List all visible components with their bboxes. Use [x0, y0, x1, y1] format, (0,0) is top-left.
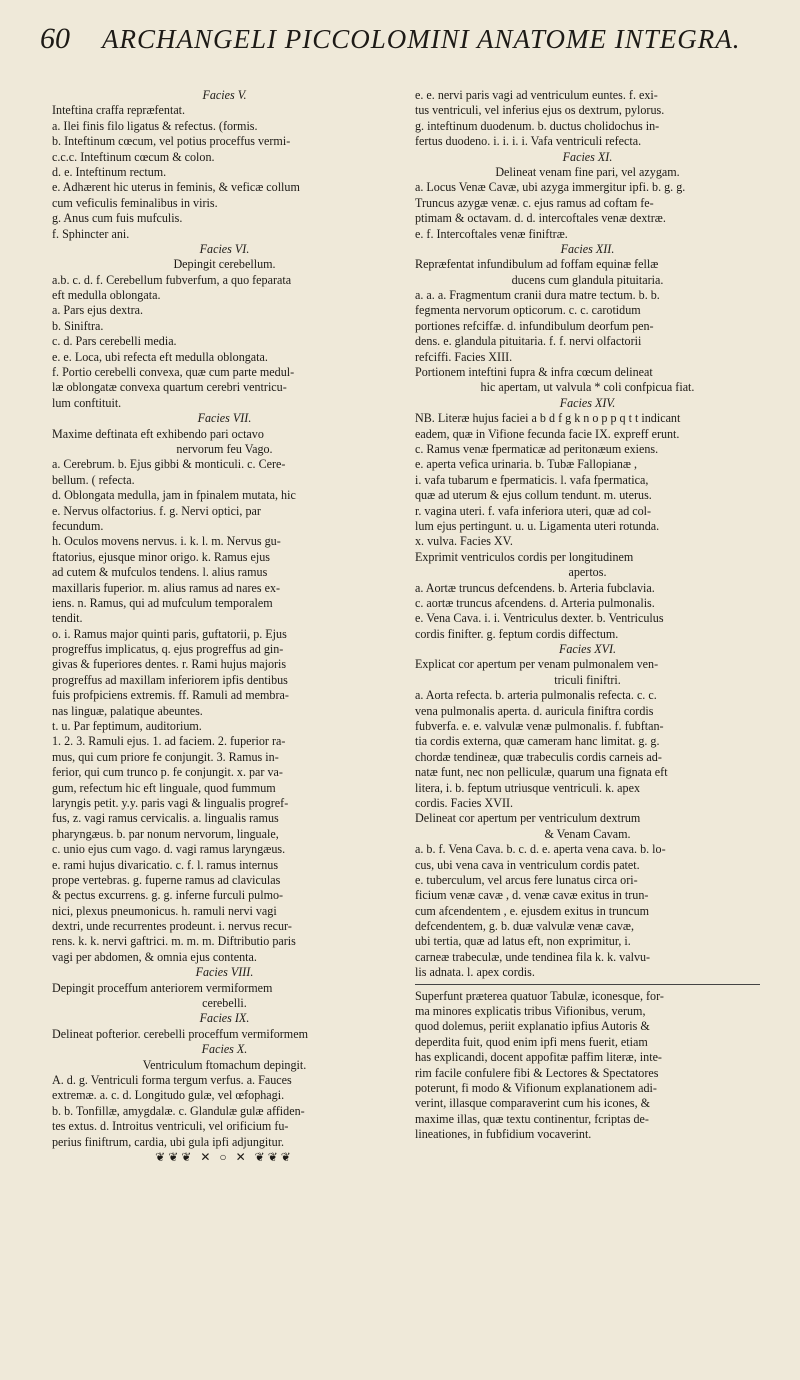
facies-heading: Facies XVI. [558, 642, 617, 657]
page-number: 60 [40, 22, 70, 55]
text-line: chordæ tendineæ, quæ trabeculis cordis carneis ad- [415, 749, 662, 764]
text-line: has explicandi, docent appofitæ paffim literæ, inte- [415, 1050, 662, 1065]
text-line: b. b. Tonfillæ, amygdalæ. c. Glandulæ gulæ affiden- [52, 1103, 305, 1118]
text-line: Repræfentat infundibulum ad foffam equinæ fellæ [415, 257, 659, 272]
text-line: refciffi. Facies XIII. [415, 349, 513, 364]
text-line: c. aortæ truncus afcendens. d. Arteria pulmonalis. [415, 595, 655, 610]
text-line: poterunt, fi modo & Vifionum explanationem adi- [415, 1081, 657, 1095]
text-line: fertus duodeno. i. i. i. i. Vafa ventriculi refecta. [415, 134, 642, 149]
text-line: ftatorius, ejusque minor origo. k. Ramus ejus [52, 549, 270, 564]
text-line: ad cutem & mufculos tendens. l. alius ramus [52, 565, 268, 580]
text-line: ubi tertia, quæ ad latus eft, non exprimitur, i. [415, 934, 631, 949]
text-line: x. vulva. Facies XV. [415, 534, 513, 549]
facies-heading: Facies V. [202, 88, 247, 102]
text-line: fecundum. [52, 518, 104, 533]
text-line: hic apertam, ut valvula * coli confpicua fiat. [480, 380, 695, 395]
text-line: & pectus excurrens. g. g. inferne furculi pulmo- [52, 888, 284, 903]
facies-heading: Facies IX. [199, 1011, 250, 1026]
text-line: iens. n. Ramus, qui ad mufculum temporalem [52, 595, 273, 610]
text-line: f. Portio cerebelli convexa, quæ cum parte medul- [52, 365, 295, 380]
text-line: eadem, quæ in Vifione fecunda facie IX. expreff erunt. [415, 426, 680, 441]
text-line: a. b. f. Vena Cava. b. c. d. e. aperta vena cava. b. lo- [415, 842, 666, 857]
text-line: bellum. ( refecta. [52, 472, 135, 487]
text-line: e. Adhærent hic uterus in feminis, & veficæ collum [52, 180, 300, 195]
text-line: dens. e. glandula pituitaria. f. f. nervi olfactorii [415, 334, 642, 349]
text-line: maxillaris fuperior. m. alius ramus ad nares ex- [52, 580, 281, 595]
text-line: eft medulla oblongata. [52, 288, 161, 303]
text-line: a. Aorta refecta. b. arteria pulmonalis refecta. c. c. [415, 688, 657, 703]
text-line: nervorum feu Vago. [176, 441, 273, 456]
text-line: natæ funt, nec non pelliculæ, quarum una fignata eft [415, 765, 668, 780]
text-line: apertos. [568, 565, 607, 580]
left-column [52, 88, 397, 1165]
text-line: progreffus ad maxillam inferiorem ipfis dentibus [52, 672, 288, 687]
text-line: rim facile confulere fibi & Lectores & Spectatores [415, 1065, 659, 1080]
text-line: Delineat cor apertum per ventriculum dextrum [415, 811, 641, 826]
text-line: e. Nervus olfactorius. f. g. Nervi optici, par [52, 503, 261, 518]
text-line: Maxime deftinata eft exhibendo pari octavo [52, 426, 264, 441]
text-line: g. Anus cum fuis mufculis. [52, 211, 183, 226]
text-line: Portionem inteftini fupra & infra cœcum delineat [415, 365, 653, 380]
text-line: a.b. c. d. f. Cerebellum fubverfum, a quo feparata [52, 272, 292, 287]
text-line: a. Ilei finis filo ligatus & refectus. (formis. [52, 118, 258, 133]
text-line: b. Inteftinum cœcum, vel potius proceffus vermi- [52, 134, 291, 149]
text-line: NB. Literæ hujus faciei a b d f g k n o p p q t t indicant [415, 411, 681, 426]
text-line: cum veficulis feminalibus in viris. [52, 195, 218, 210]
text-line: ma minores explicatis tribus Vifionibus, verum, [415, 1004, 646, 1019]
facies-heading: Facies XI. [562, 149, 613, 164]
text-line: Depingit cerebellum. [173, 257, 276, 272]
text-line: mus, qui cum priore fe conjungit. 3. Ramus in- [52, 749, 279, 764]
section-rule [415, 984, 760, 985]
ornament: ❦❦❦ ✕ ○ ✕ ❦❦❦ [155, 1149, 294, 1164]
text-line: defcendentem, g. b. duæ valvulæ venæ cavæ, [415, 919, 634, 934]
text-line: e. f. Intercoftales venæ finiftræ. [415, 226, 568, 241]
text-line: r. vagina uteri. f. vafa inferiora uteri, quæ ad col- [415, 503, 652, 518]
text-line: fubverfa. e. e. valvulæ venæ pulmonalis. f. fubftan- [415, 719, 664, 734]
text-line: e. e. Loca, ubi refecta eft medulla oblongata. [52, 349, 268, 364]
text-line: g. inteftinum duodenum. b. ductus cholidochus in- [415, 118, 660, 133]
text-line: a. Locus Venæ Cavæ, ubi azyga immergitur ipfi. b. g. g. [415, 180, 686, 195]
text-line: Truncus azygæ venæ. c. ejus ramus ad coftam fe- [415, 195, 654, 210]
text-line: dextri, unde recurrentes prodeunt. i. nervus recur- [52, 919, 292, 934]
text-line: Explicat cor apertum per venam pulmonalem ven- [415, 657, 659, 672]
text-line: a. Cerebrum. b. Ejus gibbi & monticuli. c. Cere- [52, 457, 286, 472]
text-line: givas & fuperiores dentes. r. Rami hujus majoris [52, 657, 287, 672]
text-line: deperdita fuit, quod enim ipfi mens fuerit, etiam [415, 1034, 648, 1049]
text-line: i. vafa tubarum e fpermaticis. l. vafa fpermatica, [415, 472, 649, 487]
text-line: cordis. Facies XVII. [415, 795, 514, 810]
text-line: maxime illas, quæ textu continentur, fcriptas de- [415, 1111, 649, 1126]
text-line: c. unio ejus cum vago. d. vagi ramus laryngæus. [52, 842, 286, 857]
text-line: vena pulmonalis aperta. d. auricula finiftra cordis [415, 703, 654, 718]
text-line: lum conftituit. [52, 395, 122, 410]
text-line: extremæ. a. c. d. Longitudo gulæ, vel œfophagi. [52, 1088, 285, 1103]
text-line: tes extus. d. Introitus ventriculi, vel orificium fu- [52, 1119, 289, 1134]
text-line: e. tuberculum, vel arcus fere lunatus circa ori- [415, 872, 638, 887]
text-line: fuis profpiciens extremis. ff. Ramuli ad membra- [52, 688, 289, 703]
text-line: vagi per abdomen, & omnia ejus contenta. [52, 949, 257, 964]
text-line: rens. k. k. nervi gaftrici. m. m. m. Diftributio paris [52, 934, 296, 949]
text-line: perius finiftrum, cardia, ubi gula ipfi adjungitur. [52, 1134, 285, 1149]
text-line: cus, ubi vena cava in ventriculum cordis patet. [415, 857, 640, 872]
text-line: verint, illasque comparaverint cum his icones, & [415, 1096, 651, 1111]
text-line: ptimam & octavam. d. d. intercoftales venæ dextræ. [415, 211, 666, 226]
text-line: carneæ trabeculæ, unde tendinea fila k. k. valvu- [415, 949, 651, 964]
text-line: a. a. a. Fragmentum cranii dura matre tectum. b. b. [415, 288, 660, 303]
text-line: Delineat venam fine pari, vel azygam. [495, 164, 680, 179]
text-line: A. d. g. Ventriculi forma tergum verfus. a. Fauces [52, 1073, 292, 1087]
text-line: Superfunt præterea quatuor Tabulæ, iconesque, for- [415, 988, 664, 1003]
text-line: laryngis petit. y.y. paris vagi & lingualis progref- [52, 795, 289, 810]
text-line: 1. 2. 3. Ramuli ejus. 1. ad faciem. 2. fuperior ra- [52, 734, 286, 749]
text-line: cerebelli. [202, 996, 247, 1011]
text-line: tendit. [52, 611, 83, 626]
text-line: e. rami hujus divaricatio. c. f. l. ramus internus [52, 857, 279, 872]
text-line: triculi finiftri. [554, 672, 621, 687]
text-line: f. Sphincter ani. [52, 226, 130, 241]
facies-heading: Facies VIII. [195, 965, 254, 980]
text-line: Exprimit ventriculos cordis per longitudinem [415, 549, 634, 564]
text-line: quod dolemus, periit explanatio ipfius Autoris & [415, 1019, 650, 1034]
text-line: læ oblongatæ convexa quartum cerebri ventricu- [52, 380, 287, 395]
facies-heading: Facies XIV. [559, 395, 616, 410]
facies-heading: Facies X. [201, 1042, 248, 1057]
text-line: quæ ad uterum & ejus collum tendunt. m. uterus. [415, 488, 652, 503]
text-line: nici, plexus pneumonicus. h. ramuli nervi vagi [52, 903, 277, 918]
text-line: portiones refciffæ. d. infundibulum deorfum pen- [415, 318, 654, 333]
text-line: Delineat pofterior. cerebelli proceffum vermiformem [52, 1026, 308, 1041]
text-line: c.c.c. Inteftinum cœcum & colon. [52, 149, 215, 164]
text-line: Ventriculum ftomachum depingit. [142, 1057, 307, 1072]
text-line: a. Pars ejus dextra. [52, 303, 144, 318]
text-line: tus ventriculi, vel inferius ejus os dextrum, pylorus. [415, 103, 665, 118]
text-line: pharyngæus. b. par nonum nervorum, linguale, [52, 826, 279, 841]
text-line: cordis finifter. g. feptum cordis diffectum. [415, 626, 619, 641]
text-line: ferior, qui cum trunco p. fe conjungit. x. par va- [52, 765, 283, 780]
text-line: t. u. Par feptimum, auditorium. [52, 719, 202, 734]
facies-heading: Facies VI. [199, 241, 250, 256]
text-line: lis adnata. l. apex cordis. [415, 965, 535, 980]
text-line: e. e. nervi paris vagi ad ventriculum euntes. f. exi- [415, 88, 658, 102]
text-line: o. i. Ramus major quinti paris, guftatorii, p. Ejus [52, 626, 287, 641]
facies-heading: Facies XII. [560, 241, 615, 256]
facies-heading: Facies VII. [197, 411, 252, 426]
text-line: Depingit proceffum anteriorem vermiformem [52, 980, 273, 995]
text-line: progreffus implicatus, q. ejus progreffus ad gin- [52, 642, 284, 657]
right-column [415, 88, 760, 1143]
text-line: a. Aortæ truncus defcendens. b. Arteria fubclavia. [415, 580, 655, 595]
text-line: c. d. Pars cerebelli media. [52, 334, 177, 349]
text-line: ducens cum glandula pituitaria. [511, 272, 664, 287]
text-line: d. Oblongata medulla, jam in fpinalem mutata, hic [52, 488, 296, 503]
running-title: ARCHANGELI PICCOLOMINI ANATOME INTEGRA. [102, 24, 741, 54]
text-line: & Venam Cavam. [544, 826, 631, 841]
text-line: cum afcendentem , e. ejusdem exitus in truncum [415, 903, 650, 918]
page-header [40, 18, 780, 68]
text-line: e. aperta vefica urinaria. b. Tubæ Fallopianæ , [415, 457, 638, 472]
text-line: tia cordis externa, quæ cameram hanc limitat. g. g. [415, 734, 660, 749]
text-line: nas linguæ, palatique abeuntes. [52, 703, 203, 718]
text-line: fegmenta nervorum opticorum. c. c. carotidum [415, 303, 641, 318]
text-line: ficium venæ cavæ , d. venæ cavæ exitus in trun- [415, 888, 649, 903]
text-line: litera, i. b. feptum utriusque ventriculi. k. apex [415, 780, 641, 795]
text-line: e. Vena Cava. i. i. Ventriculus dexter. b. Ventriculus [415, 611, 664, 626]
text-line: b. Siniftra. [52, 318, 104, 333]
text-line: lum ejus pertingunt. u. u. Ligamenta uteri rotunda. [415, 518, 660, 533]
text-line: h. Oculos movens nervus. i. k. l. m. Nervus gu- [52, 534, 281, 549]
text-line: prope vertebras. g. fuperne ramus ad claviculas [52, 872, 281, 887]
text-line: Inteftina craffa repræfentat. [52, 103, 186, 118]
text-line: d. e. Inteftinum rectum. [52, 164, 167, 179]
text-line: lineationes, in fubfidium vocaverint. [415, 1127, 592, 1142]
text-line: fus, z. vagi ramus cervicalis. a. lingualis ramus [52, 811, 279, 826]
text-line: gum, refectum hic eft linguale, quod fummum [52, 780, 276, 795]
text-line: c. Ramus venæ fpermaticæ ad peritonæum exiens. [415, 441, 659, 456]
